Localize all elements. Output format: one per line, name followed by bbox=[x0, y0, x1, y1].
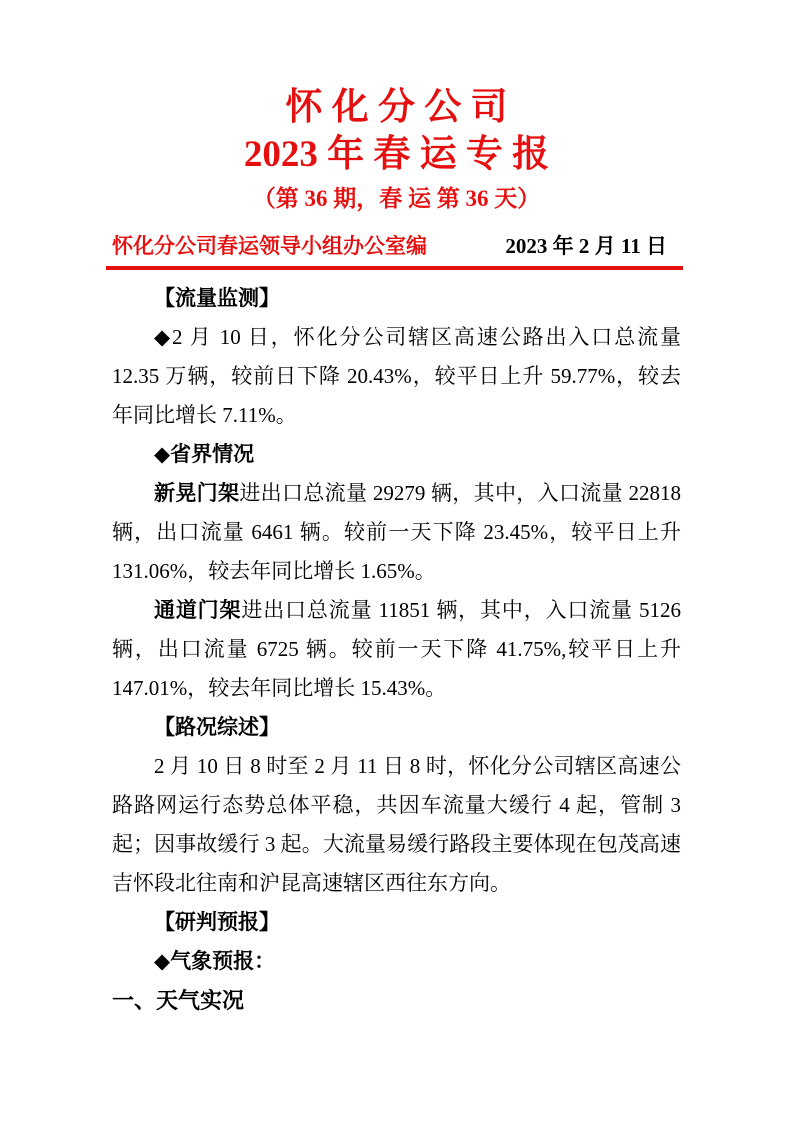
tongdao-gantry-stats: 进出口总流量 11851 辆，其中，入口流量 5126 辆，出口流量 6725 辆。较前一天下降 41.75%,较平日上升 147.01%，较去年同比增长 15.43%。 bbox=[112, 598, 681, 700]
section-heading-provincial-border: ◆省界情况 bbox=[154, 442, 255, 466]
masthead bbox=[112, 88, 681, 212]
section-heading-forecast: 【研判预报】 bbox=[154, 910, 280, 934]
tongdao-gantry-label: 通道门架 bbox=[154, 598, 242, 622]
xinhuang-gantry-stats: 进出口总流量 29279 辆，其中，入口流量 22818 辆，出口流量 6461 辆。较前一天下降 23.45%，较平日上升 131.06%，较去年同比增长 1.65%。 bbox=[112, 481, 682, 583]
issue-date: 2023 年 2 月 11 日 bbox=[505, 234, 667, 258]
document-body bbox=[112, 279, 681, 1020]
report-issue-subtitle: （第 36 期，春 运 第 36 天） bbox=[252, 186, 541, 211]
paragraph-total-flow: ◆2 月 10 日，怀化分公司辖区高速公路出入口总流量 12.35 万辆，较前日下降 20.43%，较平日上升 59.77%，较去年同比增长 7.11%。 bbox=[112, 325, 681, 427]
editor-row bbox=[112, 230, 681, 260]
report-title-line1: 怀 化 分 公 司 bbox=[285, 87, 508, 128]
report-title-line2: 2023 年 春 运 专 报 bbox=[243, 134, 550, 175]
section-heading-road-summary: 【路况综述】 bbox=[154, 715, 280, 739]
section-heading-traffic-monitor: 【流量监测】 bbox=[154, 286, 280, 310]
red-divider-rule bbox=[106, 266, 683, 270]
subsection-weather-forecast: ◆气象预报： bbox=[154, 949, 276, 973]
paragraph-xinhuang-gantry bbox=[112, 474, 681, 591]
heading-weather-actual: 一、天气实况 bbox=[112, 988, 245, 1013]
editor-name: 怀化分公司春运领导小组办公室编 bbox=[112, 234, 427, 258]
xinhuang-gantry-label: 新晃门架 bbox=[154, 481, 240, 505]
paragraph-tongdao-gantry bbox=[112, 591, 681, 708]
paragraph-road-summary: 2 月 10 日 8 时至 2 月 11 日 8 时，怀化分公司辖区高速公路路网运行态势总体平稳，共因车流量大缓行 4 起，管制 3 起；因事故缓行 3 起。大流量易缓行路段主要体现在包茂高速吉怀段北往南和沪昆高速辖区西往东方向。 bbox=[112, 754, 681, 895]
